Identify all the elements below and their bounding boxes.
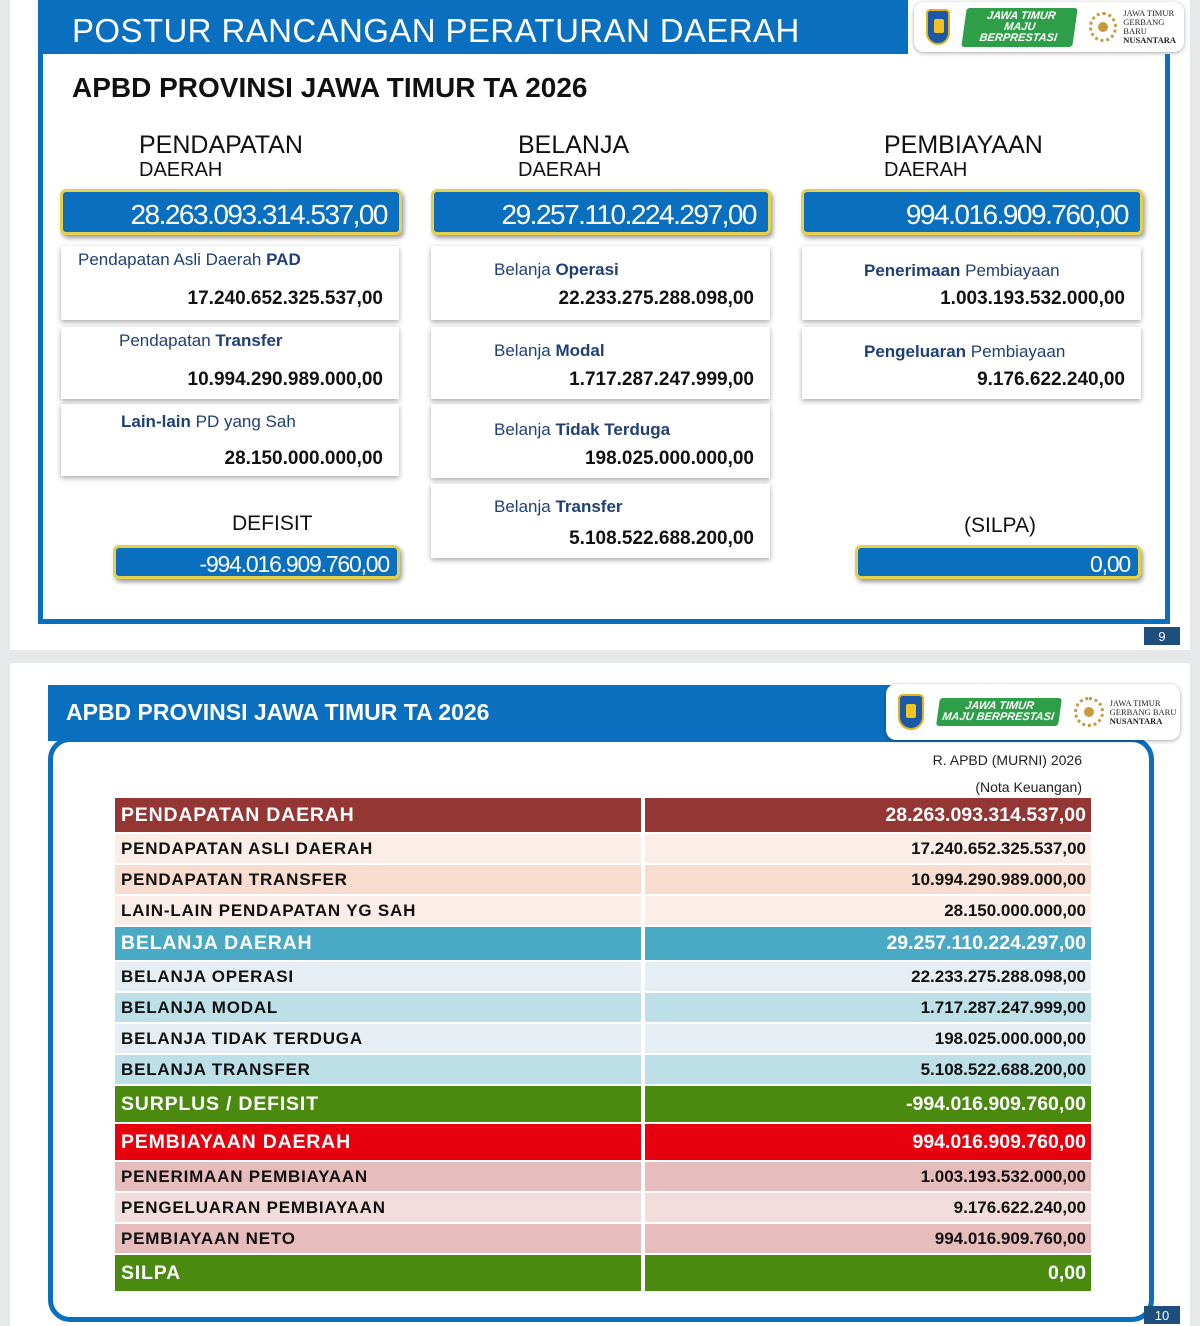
card-value: 1.003.193.532.000,00 xyxy=(940,288,1125,309)
logo-bar xyxy=(886,684,1180,740)
table-row xyxy=(115,1224,1091,1253)
card-transfer xyxy=(61,327,399,399)
jatim-maju-logo: JAWA TIMUR MAJU BERPRESTASI xyxy=(961,8,1078,47)
silpa-label: (SILPA) xyxy=(964,514,1036,537)
card-belanja-transfer xyxy=(431,484,770,558)
silpa-value: 0,00 xyxy=(855,545,1141,579)
slide-header: APBD PROVINSI JAWA TIMUR TA 2026 xyxy=(48,685,908,741)
row-value: 1.003.193.532.000,00 xyxy=(641,1162,1091,1191)
gerbang-baru-sun-icon xyxy=(1074,697,1104,727)
table-row xyxy=(115,1193,1091,1222)
pendapatan-heading: PENDAPATAN DAERAH xyxy=(139,131,303,181)
gerbang-baru-logo-text: JAWA TIMUR GERBANG BARU NUSANTARA xyxy=(1123,8,1177,45)
belanja-total: 29.257.110.224.297,00 xyxy=(431,189,771,235)
card-label: Belanja Modal xyxy=(494,341,605,360)
column-header-line2: (Nota Keuangan) xyxy=(975,779,1082,795)
table-row xyxy=(115,1162,1091,1191)
row-value: 10.994.290.989.000,00 xyxy=(641,865,1091,894)
row-value: 29.257.110.224.297,00 xyxy=(641,927,1091,960)
table-row xyxy=(115,1086,1091,1122)
row-label: BELANJA TRANSFER xyxy=(115,1055,641,1084)
card-belanja-operasi xyxy=(431,246,770,320)
slide-postur-raperda xyxy=(10,0,1190,650)
apbd-table xyxy=(115,796,1091,1293)
page-number: 10 xyxy=(1144,1306,1180,1324)
row-value: 9.176.622.240,00 xyxy=(641,1193,1091,1222)
row-label: BELANJA TIDAK TERDUGA xyxy=(115,1024,641,1053)
row-label: PENDAPATAN TRANSFER xyxy=(115,865,641,894)
slide-header: POSTUR RANCANGAN PERATURAN DAERAH xyxy=(38,0,908,54)
card-value: 22.233.275.288.098,00 xyxy=(558,288,754,309)
card-value: 198.025.000.000,00 xyxy=(584,448,754,469)
card-belanja-tidak-terduga xyxy=(431,404,770,478)
logo-bar xyxy=(914,2,1184,52)
card-value: 1.717.287.247.999,00 xyxy=(569,369,754,390)
card-label: Pendapatan Asli Daerah PAD xyxy=(78,250,301,269)
card-label: Belanja Transfer xyxy=(494,497,623,516)
card-value: 5.108.522.688.200,00 xyxy=(569,528,754,549)
defisit-label: DEFISIT xyxy=(232,512,313,535)
card-label: Penerimaan Pembiayaan xyxy=(864,261,1060,280)
gerbang-baru-sun-icon xyxy=(1089,12,1117,42)
card-value: 9.176.622.240,00 xyxy=(977,369,1125,390)
card-value: 17.240.652.325.537,00 xyxy=(187,288,383,309)
row-label: PEMBIAYAAN NETO xyxy=(115,1224,641,1253)
jatim-maju-logo: JAWA TIMUR MAJU BERPRESTASI xyxy=(936,698,1062,726)
page-title: APBD PROVINSI JAWA TIMUR TA 2026 xyxy=(72,72,588,103)
card-belanja-modal xyxy=(431,327,770,399)
row-label: SURPLUS / DEFISIT xyxy=(115,1086,641,1122)
table-row xyxy=(115,927,1091,960)
row-value: 198.025.000.000,00 xyxy=(641,1024,1091,1053)
card-value: 10.994.290.989.000,00 xyxy=(187,369,383,390)
row-value: 17.240.652.325.537,00 xyxy=(641,834,1091,863)
table-row xyxy=(115,962,1091,991)
pembiayaan-heading: PEMBIAYAAN DAERAH xyxy=(884,131,1043,181)
row-value: 28.150.000.000,00 xyxy=(641,896,1091,925)
row-label: SILPA xyxy=(115,1255,641,1291)
table-row xyxy=(115,1024,1091,1053)
table-row xyxy=(115,1255,1091,1291)
province-crest-icon xyxy=(898,694,924,730)
row-value: 1.717.287.247.999,00 xyxy=(641,993,1091,1022)
row-value: 0,00 xyxy=(641,1255,1091,1291)
row-value: 994.016.909.760,00 xyxy=(641,1124,1091,1160)
pembiayaan-total: 994.016.909.760,00 xyxy=(801,189,1143,235)
column-header-line1: R. APBD (MURNI) 2026 xyxy=(932,752,1082,768)
row-value: 994.016.909.760,00 xyxy=(641,1224,1091,1253)
belanja-heading: BELANJA DAERAH xyxy=(518,131,630,181)
slide-apbd-table xyxy=(10,663,1190,1326)
row-label: BELANJA DAERAH xyxy=(115,927,641,960)
card-label: Belanja Operasi xyxy=(494,260,619,279)
row-value: 28.263.093.314.537,00 xyxy=(641,798,1091,832)
card-pengeluaran-pembiayaan xyxy=(802,327,1141,399)
row-label: PENERIMAAN PEMBIAYAAN xyxy=(115,1162,641,1191)
row-value: 22.233.275.288.098,00 xyxy=(641,962,1091,991)
row-label: LAIN-LAIN PENDAPATAN YG SAH xyxy=(115,896,641,925)
card-penerimaan-pembiayaan xyxy=(802,246,1141,320)
row-label: BELANJA OPERASI xyxy=(115,962,641,991)
row-label: PENDAPATAN DAERAH xyxy=(115,798,641,832)
card-lain-lain xyxy=(61,404,399,476)
row-label: PENGELUARAN PEMBIAYAAN xyxy=(115,1193,641,1222)
table-row xyxy=(115,1124,1091,1160)
table-row xyxy=(115,834,1091,863)
card-label: Belanja Tidak Terduga xyxy=(494,420,671,439)
defisit-value: -994.016.909.760,00 xyxy=(113,545,400,579)
table-row xyxy=(115,1055,1091,1084)
card-label: Pengeluaran Pembiayaan xyxy=(864,342,1066,361)
row-label: PENDAPATAN ASLI DAERAH xyxy=(115,834,641,863)
province-crest-icon xyxy=(926,9,950,45)
row-value: 5.108.522.688.200,00 xyxy=(641,1055,1091,1084)
table-row xyxy=(115,896,1091,925)
page-number: 9 xyxy=(1144,627,1180,645)
card-pad xyxy=(61,246,399,320)
row-label: BELANJA MODAL xyxy=(115,993,641,1022)
table-row xyxy=(115,993,1091,1022)
gerbang-baru-logo-text: JAWA TIMUR GERBANG BARU NUSANTARA xyxy=(1109,697,1177,726)
row-label: PEMBIAYAAN DAERAH xyxy=(115,1124,641,1160)
card-label: Lain-lain PD yang Sah xyxy=(121,412,296,431)
row-value: -994.016.909.760,00 xyxy=(641,1086,1091,1122)
table-row xyxy=(115,865,1091,894)
pendapatan-total: 28.263.093.314.537,00 xyxy=(60,189,402,235)
card-value: 28.150.000.000,00 xyxy=(224,448,383,469)
table-row xyxy=(115,798,1091,832)
card-label: Pendapatan Transfer xyxy=(119,331,283,350)
